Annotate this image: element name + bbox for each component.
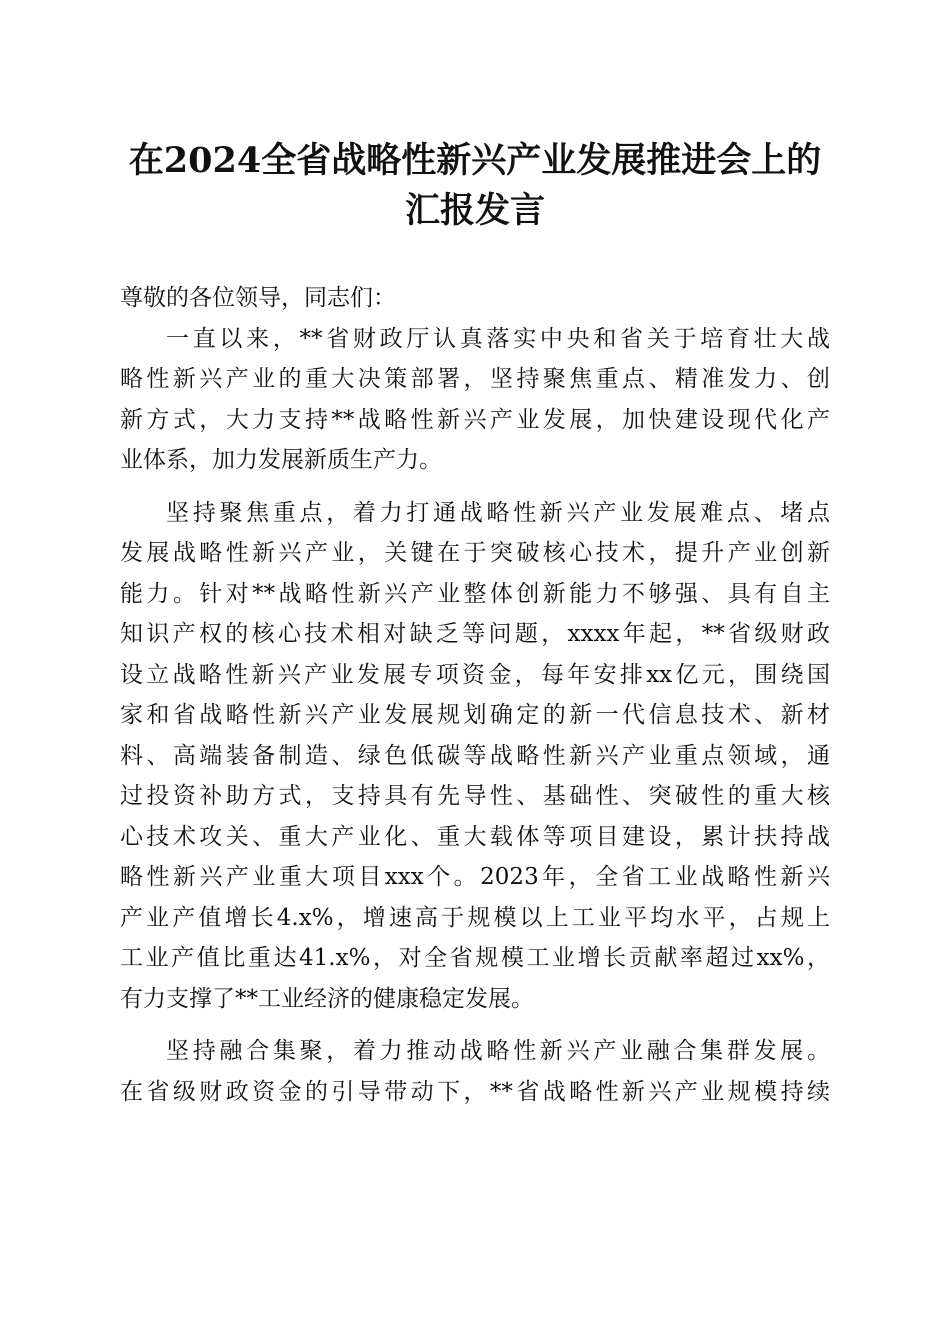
title-line-1: 在2024全省战略性新兴产业发展推进会上的 xyxy=(128,140,822,181)
paragraph-line: 料、高端装备制造、绿色低碳等战略性新兴产业重点领域，通 xyxy=(120,742,830,769)
paragraph-line: 在省级财政资金的引导带动下，**省战略性新兴产业规模持续 xyxy=(120,1078,830,1105)
paragraph-3 xyxy=(120,1031,830,1112)
title-line-2: 汇报发言 xyxy=(404,190,545,231)
paragraph-line: 发展战略性新兴产业，关键在于突破核心技术，提升产业创新 xyxy=(120,540,830,566)
paragraph-line: 知识产权的核心技术相对缺乏等问题，xxxx年起，**省级财政 xyxy=(120,621,830,647)
document-title xyxy=(110,136,840,236)
paragraph-line: 业体系，加力发展新质生产力。 xyxy=(120,447,442,473)
paragraph-line: 有力支撑了**工业经济的健康稳定发展。 xyxy=(120,985,534,1012)
paragraph-1 xyxy=(120,319,830,481)
paragraph-line: 能力。针对**战略性新兴产业整体创新能力不够强、具有自主 xyxy=(120,580,830,607)
paragraph-line: 一直以来，**省财政厅认真落实中央和省关于培育壮大战 xyxy=(166,325,830,352)
paragraph-line: 略性新兴产业重大项目xxx个。2023年，全省工业战略性新兴 xyxy=(120,864,830,890)
paragraph-2 xyxy=(120,493,830,1020)
paragraph-line: 产业产值增长4.x%，增速高于规模以上工业平均水平，占规上 xyxy=(120,904,830,931)
paragraph-line: 工业产值比重达41.x%，对全省规模工业增长贡献率超过xx%， xyxy=(120,945,830,971)
paragraph-line: 家和省战略性新兴产业发展规划确定的新一代信息技术、新材 xyxy=(120,702,830,728)
paragraph-line: 设立战略性新兴产业发展专项资金，每年安排xx亿元，围绕国 xyxy=(120,661,830,688)
paragraph-line: 新方式，大力支持**战略性新兴产业发展，加快建设现代化产 xyxy=(120,406,830,433)
paragraph-line: 心技术攻关、重大产业化、重大载体等项目建设，累计扶持战 xyxy=(120,823,830,850)
paragraph-line: 过投资补助方式，支持具有先导性、基础性、突破性的重大核 xyxy=(120,783,830,809)
greeting: 尊敬的各位领导，同志们： xyxy=(120,285,396,311)
document-body xyxy=(120,278,830,1112)
paragraph-line: 略性新兴产业的重大决策部署，坚持聚焦重点、精准发力、创 xyxy=(120,366,830,392)
paragraph-line: 坚持聚焦重点，着力打通战略性新兴产业发展难点、堵点 xyxy=(166,499,830,526)
paragraph-line: 坚持融合集聚，着力推动战略性新兴产业融合集群发展。 xyxy=(166,1038,830,1064)
